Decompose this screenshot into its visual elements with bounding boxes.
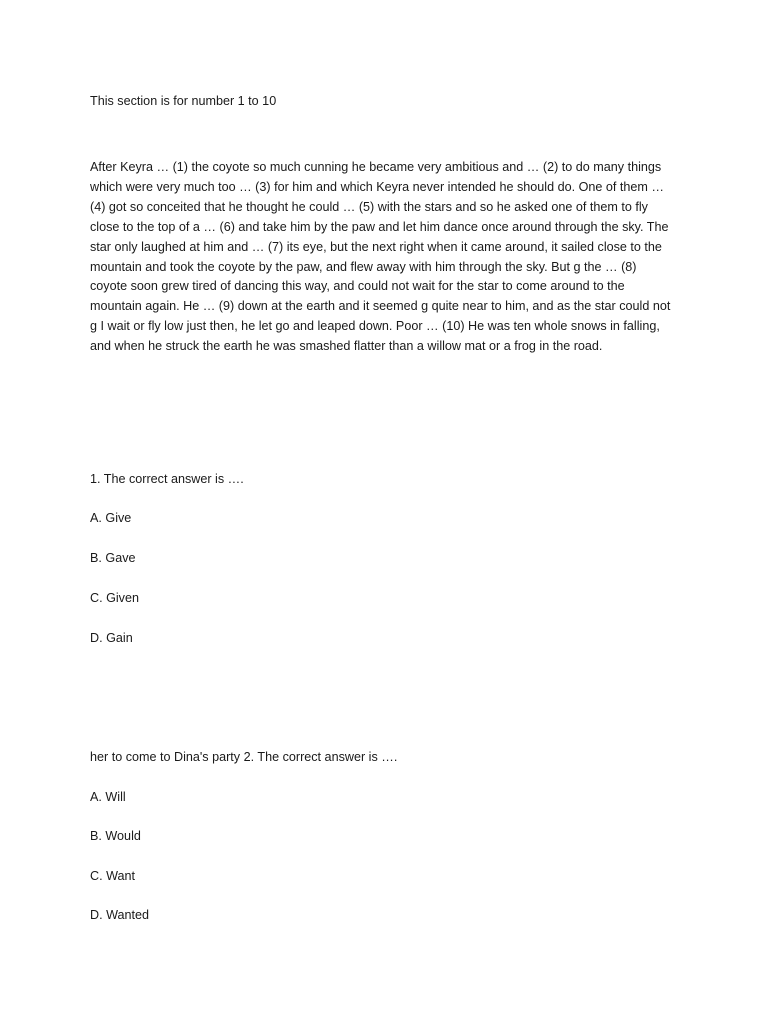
- answer-option-a: A. Give: [90, 511, 132, 525]
- reading-passage: [90, 158, 670, 357]
- answer-option-d: D. Gain: [90, 631, 133, 645]
- passage-line: mountain again. He … (9) down at the earth and it seemed g quite near to him, and as the star could not: [90, 299, 671, 314]
- answer-option-c: C. Want: [90, 869, 136, 883]
- answer-option-b: B. Would: [90, 829, 141, 843]
- passage-line: coyote soon grew tired of dancing this way, and could not wait for the star to come around to the: [90, 279, 625, 294]
- passage-line: close to the top of a … (6) and take him by the paw and let him dance once around through the sky. The: [90, 219, 669, 234]
- question-prompt: 1. The correct answer is ….: [90, 472, 244, 486]
- answer-option-b: B. Gave: [90, 551, 136, 565]
- answer-option-a: A. Will: [90, 790, 126, 804]
- passage-line: (4) got so conceited that he thought he could … (5) with the stars and so he asked one of them to fly: [90, 199, 648, 214]
- passage-line: After Keyra … (1) the coyote so much cunning he became very ambitious and … (2) to do many things: [90, 160, 662, 174]
- answer-option-c: C. Given: [90, 591, 139, 605]
- section-intro: This section is for number 1 to 10: [90, 94, 277, 108]
- passage-line: g I wait or fly low just then, he let go and leaped down. Poor … (10) He was ten whole snows in falling,: [90, 319, 660, 334]
- answer-option-d: D. Wanted: [90, 908, 150, 922]
- passage-line: star only laughed at him and … (7) its eye, but the next right when it came around, it sailed close to the: [90, 239, 662, 254]
- question-prompt: her to come to Dina's party 2. The correct answer is ….: [90, 750, 398, 764]
- passage-line: and when he struck the earth he was smashed flatter than a willow mat or a frog in the road.: [90, 339, 603, 354]
- passage-line: which were very much too … (3) for him and which Keyra never intended he should do. One of them …: [90, 179, 664, 194]
- passage-line: mountain and took the coyote by the paw, and flew away with him through the sky. But g the … (8): [90, 259, 637, 274]
